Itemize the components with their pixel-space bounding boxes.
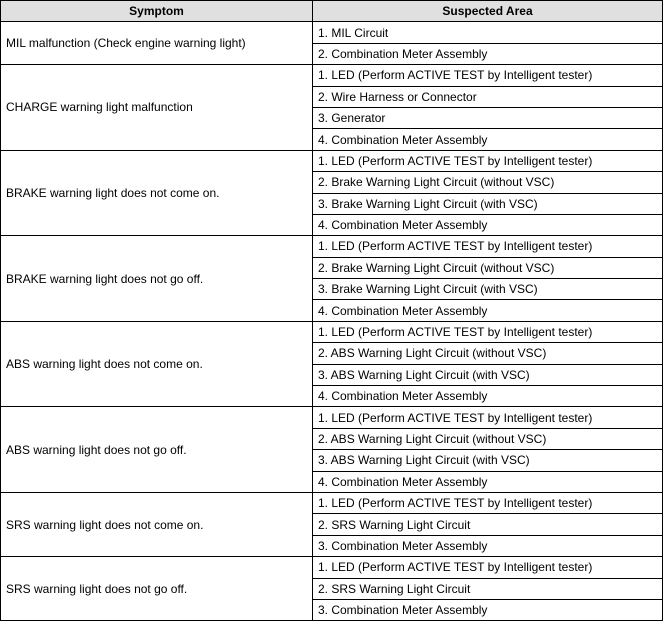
area-cell: 2. ABS Warning Light Circuit (without VSC) — [313, 343, 663, 364]
area-cell: 2. SRS Warning Light Circuit — [313, 514, 663, 535]
table-row — [1, 321, 663, 342]
area-cell: 4. Combination Meter Assembly — [313, 300, 663, 321]
area-cell: 1. LED (Perform ACTIVE TEST by Intelligent tester) — [313, 321, 663, 342]
table-row — [1, 236, 663, 257]
area-cell: 1. LED (Perform ACTIVE TEST by Intelligent tester) — [313, 150, 663, 171]
header-row — [1, 1, 663, 22]
table-row — [1, 407, 663, 428]
area-cell: 3. Combination Meter Assembly — [313, 535, 663, 556]
symptom-header: Symptom — [1, 1, 313, 22]
area-cell: 4. Combination Meter Assembly — [313, 386, 663, 407]
area-cell: 1. LED (Perform ACTIVE TEST by Intelligent tester) — [313, 557, 663, 578]
area-cell: 4. Combination Meter Assembly — [313, 129, 663, 150]
symptom-cell: BRAKE warning light does not come on. — [1, 150, 313, 236]
symptom-cell: BRAKE warning light does not go off. — [1, 236, 313, 322]
symptom-cell: ABS warning light does not come on. — [1, 321, 313, 407]
area-cell: 3. Brake Warning Light Circuit (with VSC) — [313, 193, 663, 214]
area-cell: 4. Combination Meter Assembly — [313, 214, 663, 235]
table-row — [1, 22, 663, 43]
area-cell: 1. LED (Perform ACTIVE TEST by Intelligent tester) — [313, 65, 663, 86]
symptom-cell: SRS warning light does not come on. — [1, 492, 313, 556]
area-cell: 2. Wire Harness or Connector — [313, 86, 663, 107]
symptom-cell: SRS warning light does not go off. — [1, 557, 313, 621]
symptom-cell: CHARGE warning light malfunction — [1, 65, 313, 151]
table-row — [1, 65, 663, 86]
area-cell: 2. Combination Meter Assembly — [313, 43, 663, 64]
area-cell: 2. Brake Warning Light Circuit (without VSC) — [313, 172, 663, 193]
area-cell: 2. SRS Warning Light Circuit — [313, 578, 663, 599]
table-row — [1, 557, 663, 578]
area-cell: 3. Combination Meter Assembly — [313, 599, 663, 620]
symptom-cell: MIL malfunction (Check engine warning light) — [1, 22, 313, 65]
area-cell: 1. LED (Perform ACTIVE TEST by Intelligent tester) — [313, 492, 663, 513]
area-cell: 3. ABS Warning Light Circuit (with VSC) — [313, 450, 663, 471]
suspected-area-header: Suspected Area — [313, 1, 663, 22]
area-cell: 2. ABS Warning Light Circuit (without VSC) — [313, 428, 663, 449]
area-cell: 3. Brake Warning Light Circuit (with VSC) — [313, 279, 663, 300]
table-row — [1, 492, 663, 513]
table-row — [1, 150, 663, 171]
area-cell: 1. LED (Perform ACTIVE TEST by Intelligent tester) — [313, 407, 663, 428]
area-cell: 4. Combination Meter Assembly — [313, 471, 663, 492]
area-cell: 1. MIL Circuit — [313, 22, 663, 43]
area-cell: 3. Generator — [313, 107, 663, 128]
area-cell: 3. ABS Warning Light Circuit (with VSC) — [313, 364, 663, 385]
area-cell: 1. LED (Perform ACTIVE TEST by Intelligent tester) — [313, 236, 663, 257]
symptom-cell: ABS warning light does not go off. — [1, 407, 313, 493]
area-cell: 2. Brake Warning Light Circuit (without VSC) — [313, 257, 663, 278]
